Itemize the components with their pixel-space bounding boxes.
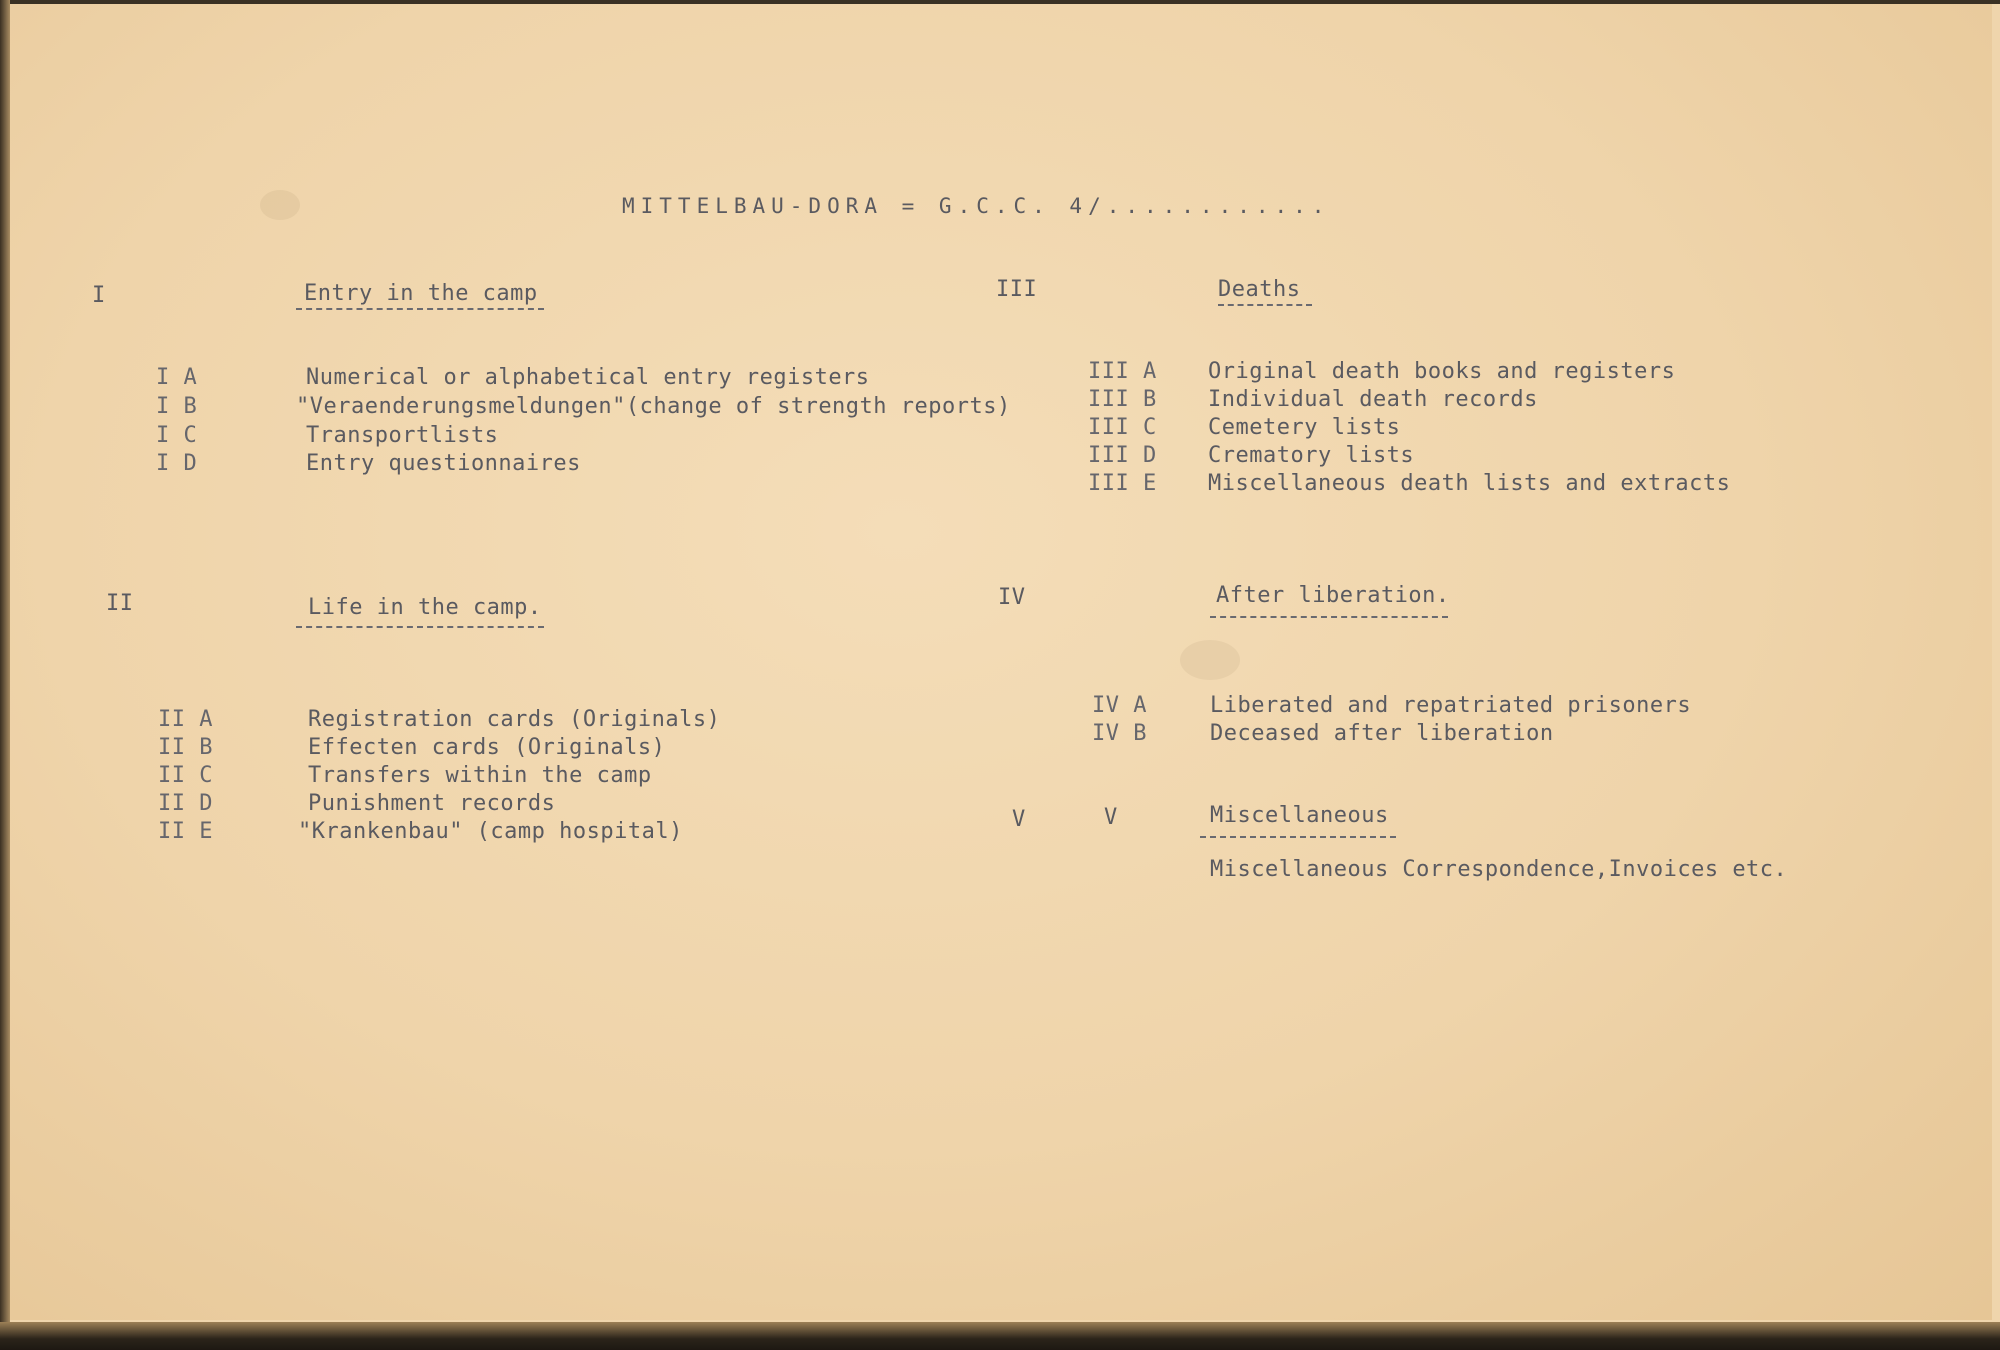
item-text: Transfers within the camp: [308, 763, 652, 788]
item-code: III E: [1088, 471, 1157, 496]
section-title-deaths: Deaths: [1218, 277, 1301, 302]
item-text: Punishment records: [308, 791, 556, 816]
page-edge-left: [0, 0, 10, 1350]
title-underline: [296, 626, 544, 628]
title-underline: [1210, 616, 1448, 618]
item-text: Individual death records: [1208, 387, 1538, 412]
item-text: Entry questionnaires: [306, 451, 581, 476]
section-title-life: Life in the camp.: [308, 595, 542, 620]
item-code: IV B: [1092, 721, 1147, 746]
item-code: II B: [158, 735, 213, 760]
section-title-miscellaneous: Miscellaneous: [1210, 803, 1389, 828]
item-text: Miscellaneous death lists and extracts: [1208, 471, 1731, 496]
section-numeral-i: I: [92, 283, 106, 308]
item-code: III D: [1088, 443, 1157, 468]
section-numeral-iv: IV: [998, 585, 1026, 610]
item-text: Deceased after liberation: [1210, 721, 1554, 746]
item-text: Transportlists: [306, 423, 499, 448]
title-underline: [1218, 304, 1312, 306]
item-code: I B: [156, 394, 198, 419]
item-text: Effecten cards (Originals): [308, 735, 666, 760]
item-text: Registration cards (Originals): [308, 707, 721, 732]
item-code: III A: [1088, 359, 1157, 384]
item-code: II E: [158, 819, 213, 844]
item-text: Cemetery lists: [1208, 415, 1401, 440]
page-edge-bottom: [0, 1322, 2000, 1350]
item-text: Miscellaneous Correspondence,Invoices etc.: [1210, 857, 1788, 882]
section-title-after-liberation: After liberation.: [1216, 583, 1450, 608]
paper-stain: [1180, 640, 1240, 680]
item-text: "Krankenbau" (camp hospital): [298, 819, 683, 844]
item-text: Crematory lists: [1208, 443, 1415, 468]
item-code: II D: [158, 791, 213, 816]
item-code: I C: [156, 423, 198, 448]
item-text: Liberated and repatriated prisoners: [1210, 693, 1692, 718]
item-code: IV A: [1092, 693, 1147, 718]
item-text: Numerical or alphabetical entry registers: [306, 365, 870, 390]
section-sub-numeral-v: V: [1104, 805, 1118, 830]
item-code: I A: [156, 365, 198, 390]
paper-stain: [260, 190, 300, 220]
section-numeral-v: V: [1012, 807, 1026, 832]
title-underline: [296, 308, 544, 310]
item-code: II C: [158, 763, 213, 788]
item-code: III C: [1088, 415, 1157, 440]
item-text: "Veraenderungsmeldungen"(change of strength reports): [296, 394, 1011, 419]
document-header: MITTELBAU-DORA = G.C.C. 4/............: [622, 194, 1331, 218]
section-title-entry: Entry in the camp: [304, 281, 538, 306]
section-numeral-iii: III: [996, 277, 1038, 302]
item-text: Original death books and registers: [1208, 359, 1676, 384]
item-code: III B: [1088, 387, 1157, 412]
item-code: I D: [156, 451, 198, 476]
page-edge-top: [0, 0, 2000, 4]
section-numeral-ii: II: [106, 591, 134, 616]
item-code: II A: [158, 707, 213, 732]
title-underline: [1200, 836, 1396, 838]
